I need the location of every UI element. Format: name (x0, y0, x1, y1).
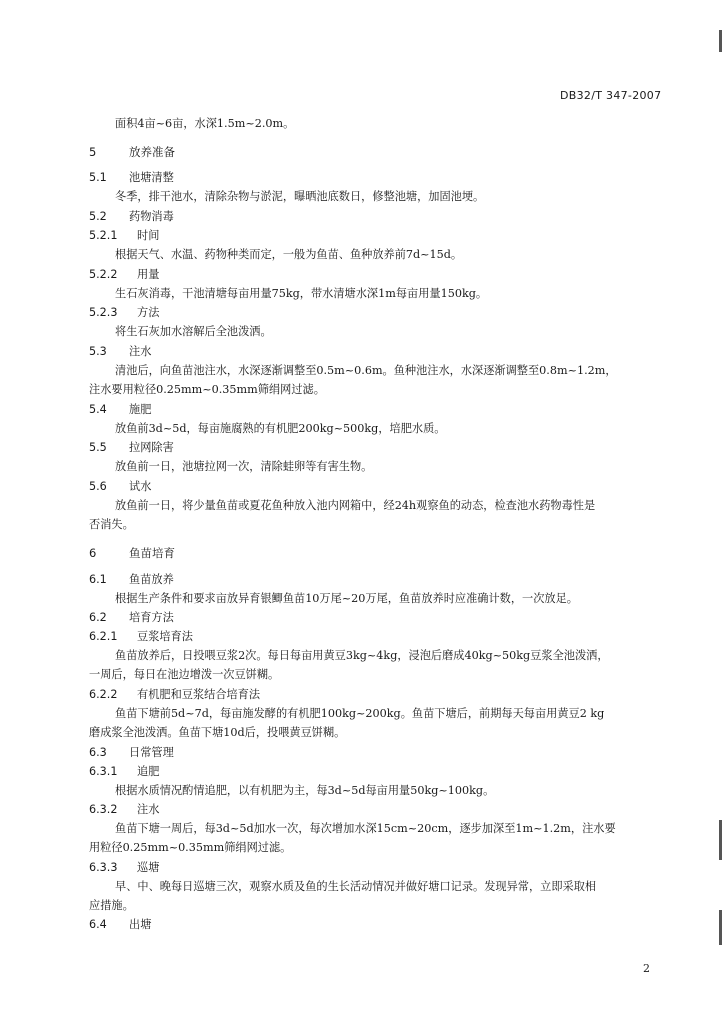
section-title: 注水 (137, 803, 160, 816)
section-number: 6.2.2 (89, 688, 118, 701)
paragraph-line: 根据水质情况酌情追肥，以有机肥为主，每3d~5d每亩用量50kg~100kg。 (115, 784, 495, 797)
section-heading (89, 546, 175, 560)
paragraph-line: 注水要用粒径0.25mm~0.35mm筛绢网过滤。 (89, 383, 325, 396)
section-title: 培育方法 (129, 611, 174, 624)
section-number: 5.2.1 (89, 229, 118, 242)
paragraph-line: 鱼苗放养后，日投喂豆浆2次。每日每亩用黄豆3kg~4kg，浸泡后磨成40kg~50kg豆浆全池泼洒， (115, 649, 609, 662)
section-heading (89, 268, 159, 282)
paragraph-line: 清池后，向鱼苗池注水，水深逐渐调整至0.5m~0.6m。鱼种池注水，水深逐渐调整至0.8m~1.2m， (115, 364, 617, 377)
paragraph-line: 磨成浆全池泼洒。鱼苗下塘10d后，投喂黄豆饼糊。 (89, 726, 346, 739)
section-title: 日常管理 (129, 746, 174, 759)
section-heading (89, 345, 151, 359)
scan-edge-mark (719, 910, 722, 945)
section-title: 施肥 (129, 403, 152, 416)
paragraph-line: 放鱼前3d~5d，每亩施腐熟的有机肥200kg~500kg，培肥水质。 (115, 422, 446, 435)
section-heading (89, 861, 159, 875)
section-heading (89, 441, 174, 455)
section-number: 6.3 (89, 746, 107, 759)
paragraph-line: 一周后，每日在池边增泼一次豆饼糊。 (89, 668, 280, 681)
section-title: 拉网除害 (129, 441, 174, 454)
section-number: 5.2.3 (89, 306, 118, 319)
section-heading (89, 611, 174, 625)
section-heading (89, 746, 174, 760)
paragraph-line: 鱼苗下塘前5d~7d，每亩施发酵的有机肥100kg~200kg。鱼苗下塘后，前期每天每亩用黄豆2 kg (115, 707, 605, 720)
section-heading (89, 480, 151, 494)
section-number: 6.3.2 (89, 803, 118, 816)
section-title: 方法 (137, 306, 160, 319)
paragraph-line: 鱼苗下塘一周后，每3d~5d加水一次，每次增加水深15cm~20cm，逐步加深至1m~1.2m，注水要 (115, 822, 616, 835)
section-title: 鱼苗培育 (129, 546, 175, 560)
paragraph-line: 放鱼前一日，池塘拉网一次，清除蛙卵等有害生物。 (115, 460, 373, 473)
page-number: 2 (643, 962, 650, 975)
section-number: 5.4 (89, 403, 107, 416)
section-heading (89, 803, 159, 817)
section-title: 试水 (129, 480, 152, 493)
paragraph-line: 用粒径0.25mm~0.35mm筛绢网过滤。 (89, 841, 292, 854)
section-title: 用量 (137, 268, 160, 281)
section-title: 时间 (137, 229, 160, 242)
section-number: 5.6 (89, 480, 107, 493)
section-title: 有机肥和豆浆结合培育法 (137, 688, 261, 701)
section-title: 鱼苗放养 (129, 573, 174, 586)
section-heading (89, 918, 151, 932)
paragraph-line: 早、中、晚每日巡塘三次，观察水质及鱼的生长活动情况并做好塘口记录。发现异常，立即采取相 (115, 880, 597, 893)
section-heading (89, 688, 260, 702)
section-heading (89, 573, 174, 587)
section-number: 5 (89, 145, 97, 159)
section-number: 5.5 (89, 441, 107, 454)
section-heading (89, 306, 159, 320)
scan-edge-mark (719, 30, 722, 52)
section-number: 6.2 (89, 611, 107, 624)
paragraph-line: 否消失。 (89, 518, 134, 531)
section-title: 豆浆培育法 (137, 630, 193, 643)
section-number: 6.3.3 (89, 861, 118, 874)
section-title: 放养准备 (129, 145, 175, 159)
section-number: 6.4 (89, 918, 107, 931)
section-number: 6 (89, 546, 97, 560)
section-heading (89, 145, 175, 159)
paragraph-line: 将生石灰加水溶解后全池泼洒。 (115, 325, 272, 338)
section-heading (89, 210, 174, 224)
section-number: 6.3.1 (89, 765, 118, 778)
paragraph-line: 冬季，排干池水，清除杂物与淤泥，曝晒池底数日，修整池塘，加固池埂。 (115, 190, 485, 203)
paragraph-line: 应措施。 (89, 899, 134, 912)
section-number: 5.2 (89, 210, 107, 223)
paragraph-line: 生石灰消毒，干池清塘每亩用量75kg，带水清塘水深1m每亩用量150kg。 (115, 287, 488, 300)
section-heading (89, 630, 193, 644)
section-number: 5.3 (89, 345, 107, 358)
section-number: 5.2.2 (89, 268, 118, 281)
section-heading (89, 229, 159, 243)
paragraph-line: 面积4亩~6亩，水深1.5m~2.0m。 (115, 117, 295, 130)
section-title: 注水 (129, 345, 152, 358)
section-number: 6.1 (89, 573, 107, 586)
section-title: 追肥 (137, 765, 160, 778)
paragraph-line: 根据生产条件和要求亩放异育银鲫鱼苗10万尾~20万尾，鱼苗放养时应准确计数，一次放足。 (115, 592, 578, 605)
paragraph-line: 放鱼前一日，将少量鱼苗或夏花鱼种放入池内网箱中，经24h观察鱼的动态，检查池水药物毒性是 (115, 499, 596, 512)
paragraph-line: 根据天气、水温、药物种类而定，一般为鱼苗、鱼种放养前7d~15d。 (115, 248, 463, 261)
section-heading (89, 403, 151, 417)
section-number: 5.1 (89, 171, 107, 184)
scan-edge-mark (719, 820, 722, 860)
section-title: 巡塘 (137, 861, 160, 874)
section-number: 6.2.1 (89, 630, 118, 643)
section-title: 池塘清整 (129, 171, 174, 184)
section-heading (89, 171, 174, 185)
document-code-header: DB32/T 347-2007 (560, 89, 662, 102)
section-title: 出塘 (129, 918, 152, 931)
section-heading (89, 765, 159, 779)
section-title: 药物消毒 (129, 210, 174, 223)
